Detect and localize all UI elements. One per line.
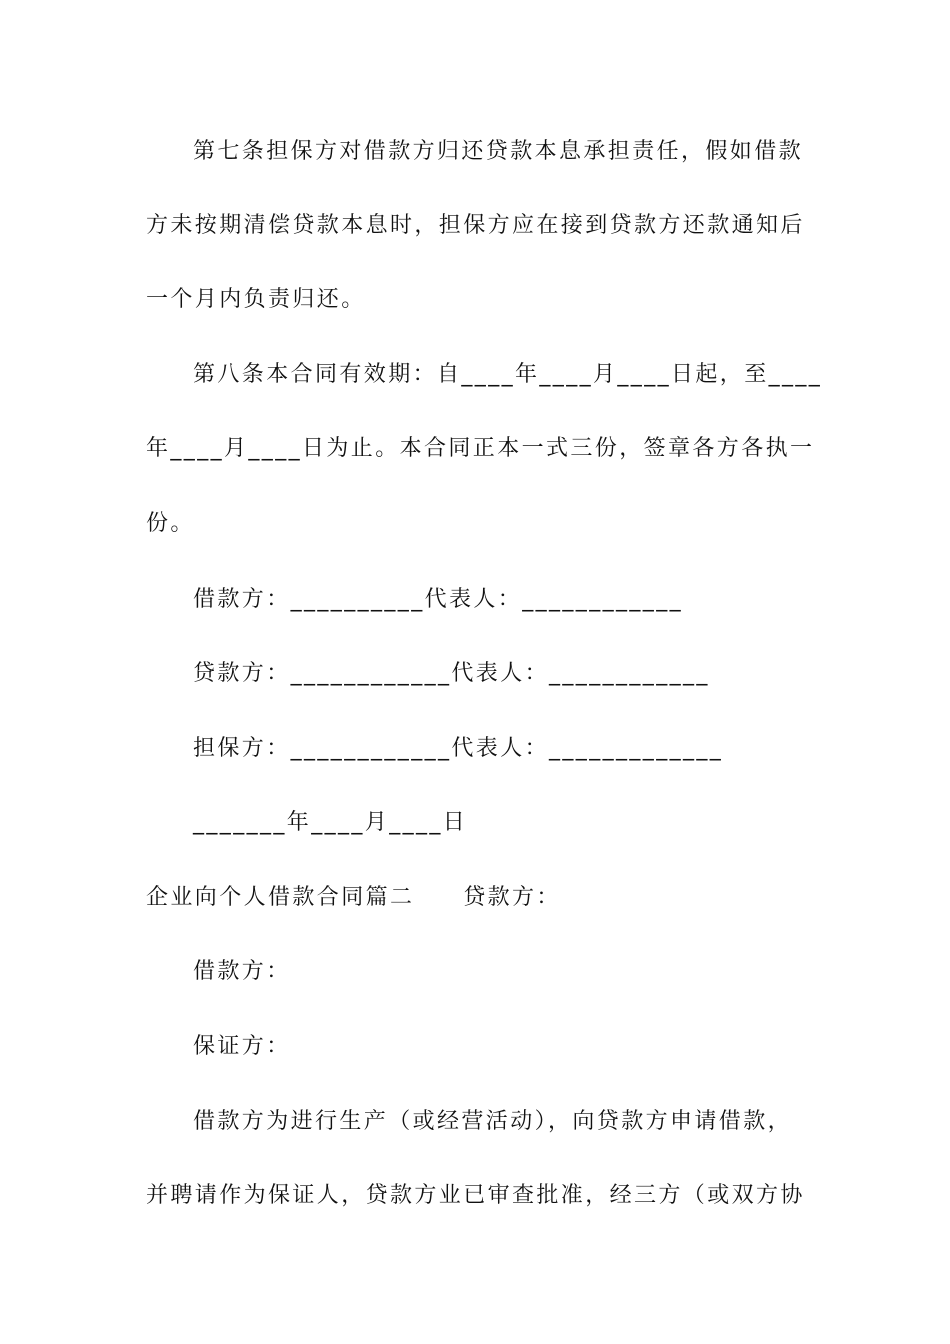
paragraph-line: 年____月____日为止。本合同正本一式三份，签章各方各执一 <box>146 436 815 461</box>
paragraph-line: 方未按期清偿贷款本息时，担保方应在接到贷款方还款通知后 <box>146 213 805 238</box>
paragraph-line: 借款方为进行生产（或经营活动），向贷款方申请借款， <box>193 1109 793 1134</box>
party-line-borrower: 借款方： <box>193 959 291 984</box>
paragraph-line: 一个月内负责归还。 <box>146 287 366 312</box>
signature-date-line: _______年____月____日 <box>193 810 468 835</box>
section-heading: 企业向个人借款合同篇二 贷款方： <box>146 885 561 910</box>
paragraph-line: 第八条本合同有效期：自____年____月____日起，至____ <box>193 362 823 387</box>
paragraph-line: 份。 <box>146 511 195 536</box>
signature-line-lender: 贷款方：____________代表人：____________ <box>193 661 710 686</box>
signature-line-guarantor: 担保方：____________代表人：_____________ <box>193 736 724 761</box>
paragraph-line: 并聘请作为保证人，贷款方业已审查批准，经三方（或双方协 <box>146 1183 805 1208</box>
signature-line-borrower: 借款方：__________代表人：____________ <box>193 587 684 612</box>
paragraph-line: 第七条担保方对借款方归还贷款本息承担责任，假如借款 <box>193 139 804 164</box>
party-line-guarantor: 保证方： <box>193 1034 291 1059</box>
